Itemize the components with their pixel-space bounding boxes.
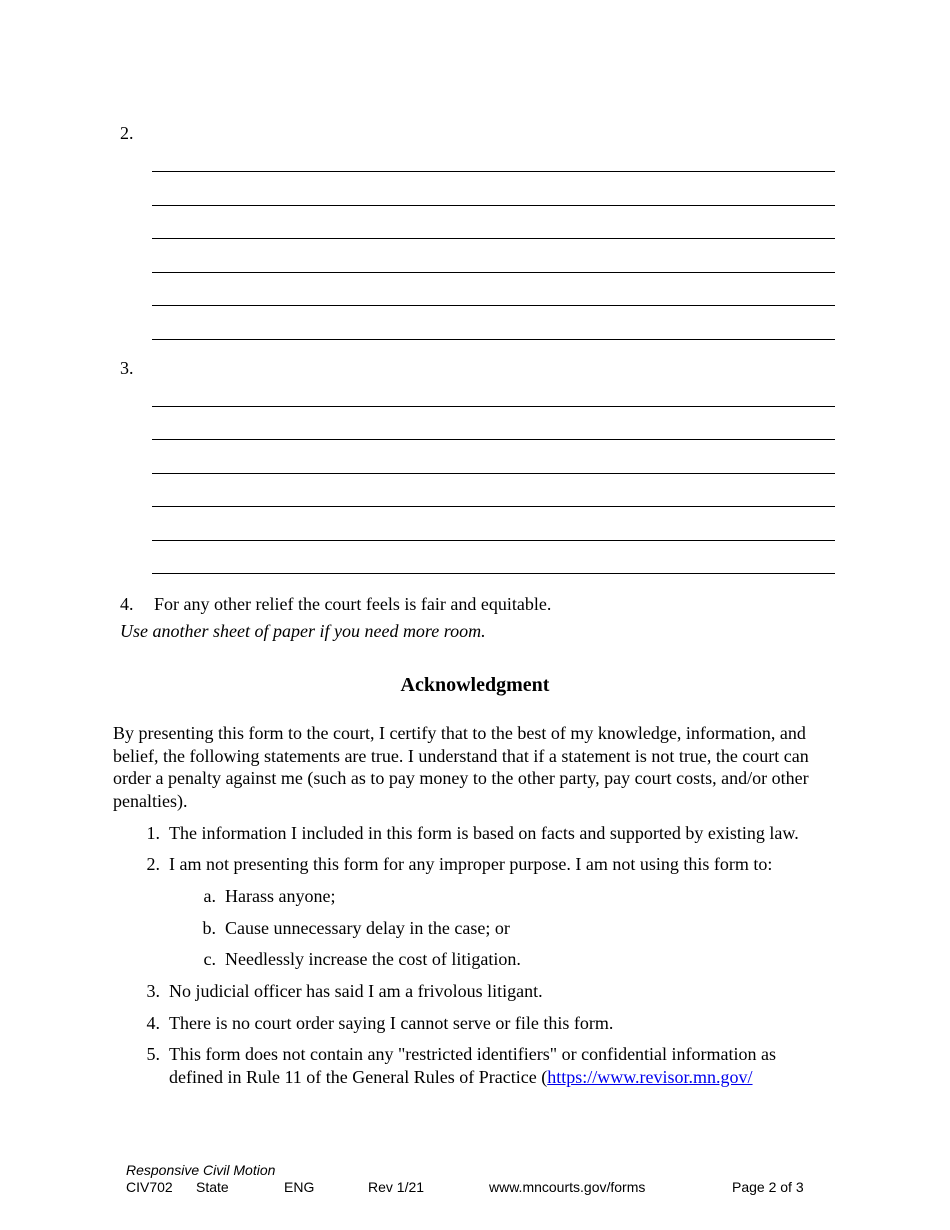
- item-number-4: 4.: [120, 594, 134, 614]
- acknowledgment-intro: [113, 722, 843, 812]
- writing-line: [152, 305, 835, 306]
- list-number: 3.: [146, 981, 160, 1001]
- writing-line: [152, 506, 835, 507]
- writing-line: [152, 573, 835, 574]
- intro-line: order a penalty against me (such as to pay money to the other party, pay court costs, and/or other: [113, 768, 809, 788]
- list-number: 2.: [146, 854, 160, 874]
- footer-form-title: Responsive Civil Motion: [126, 1162, 276, 1178]
- writing-line: [152, 272, 835, 273]
- item-number-2: 2.: [120, 123, 134, 143]
- sublist-letter: a.: [203, 886, 216, 906]
- more-room-note: Use another sheet of paper if you need more room.: [120, 621, 486, 641]
- writing-line: [152, 171, 835, 172]
- list-number: 5.: [146, 1044, 160, 1064]
- footer-jurisdiction: State: [196, 1179, 229, 1195]
- writing-line: [152, 406, 835, 407]
- writing-line: [152, 205, 835, 206]
- acknowledgment-heading: Acknowledgment: [400, 674, 550, 696]
- footer-form-code: CIV702: [126, 1179, 173, 1195]
- footer-page-number: Page 2 of 3: [732, 1179, 804, 1195]
- sublist-item-text: Cause unnecessary delay in the case; or: [225, 918, 510, 938]
- footer-revision: Rev 1/21: [368, 1179, 425, 1195]
- revisor-link[interactable]: https://www.revisor.mn.gov/: [547, 1066, 753, 1087]
- list-item-text: I am not presenting this form for any improper purpose. I am not using this form to:: [169, 854, 773, 874]
- list-item-line: This form does not contain any "restricted identifiers" or confidential information as: [169, 1044, 777, 1064]
- writing-line: [152, 238, 835, 239]
- writing-line: [152, 540, 835, 541]
- intro-line: By presenting this form to the court, I certify that to the best of my knowledge, information, and: [113, 723, 806, 743]
- list-number: 1.: [146, 823, 160, 843]
- writing-line: [152, 473, 835, 474]
- footer-website: www.mncourts.gov/forms: [489, 1179, 646, 1195]
- list-item-line-text: defined in Rule 11 of the General Rules of Practice (: [169, 1066, 548, 1087]
- writing-line: [152, 439, 835, 440]
- sublist-letter: c.: [203, 949, 216, 969]
- sublist-letter: b.: [202, 918, 216, 938]
- intro-line: penalties).: [113, 790, 188, 811]
- list-item-text: [169, 1043, 776, 1088]
- list-number: 4.: [146, 1013, 160, 1033]
- list-item-text: No judicial officer has said I am a frivolous litigant.: [169, 981, 543, 1001]
- intro-line: belief, the following statements are true. I understand that if a statement is not true, the court can: [113, 745, 809, 766]
- list-item-text: There is no court order saying I cannot serve or file this form.: [169, 1013, 614, 1033]
- item-number-3: 3.: [120, 358, 134, 378]
- footer-language: ENG: [284, 1179, 315, 1195]
- sublist-item-text: Needlessly increase the cost of litigation.: [225, 949, 521, 969]
- list-item-text: The information I included in this form is based on facts and supported by existing law.: [169, 823, 799, 843]
- item-4-text: For any other relief the court feels is fair and equitable.: [154, 594, 552, 614]
- sublist-item-text: Harass anyone;: [225, 886, 336, 906]
- writing-line: [152, 339, 835, 340]
- list-item-line: [169, 1066, 776, 1089]
